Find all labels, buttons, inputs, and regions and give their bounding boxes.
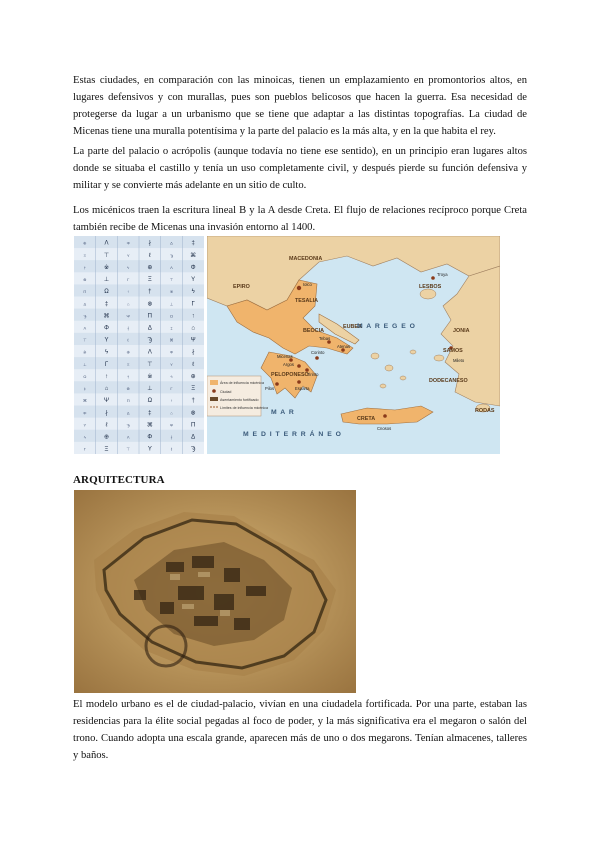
table-glyph: † <box>127 373 130 379</box>
table-glyph: ⊥ <box>103 277 110 284</box>
map-label: Mileto <box>453 358 465 363</box>
table-glyph: ※ <box>169 289 174 295</box>
table-glyph: ⊗ <box>147 301 153 308</box>
table-glyph: ⊕ <box>83 240 87 246</box>
table-glyph: ϟ <box>83 434 86 440</box>
table-glyph: ※ <box>147 373 153 380</box>
table-glyph: ⌘ <box>103 313 110 320</box>
table-glyph: ⊤ <box>147 361 153 368</box>
table-glyph: Ω <box>170 313 173 319</box>
writing-paragraph: Los micénicos traen la escritura lineal B y la A desde Creta. El flujo de relaciones recíproco porque Creta también recibe de Micenas una invasión entorno al 1400. <box>73 205 527 233</box>
table-glyph: † <box>83 264 86 270</box>
table-glyph: ⊗ <box>126 386 130 392</box>
table-glyph: † <box>148 289 152 296</box>
table-glyph: Γ <box>83 446 86 452</box>
table-glyph: Ψ <box>103 398 110 405</box>
map-label: Troya <box>437 272 448 277</box>
table-glyph: Ξ <box>104 446 109 453</box>
map-label: TESALIA <box>295 298 319 304</box>
table-glyph: ϟ <box>104 349 109 356</box>
map-label: LESBOS <box>419 284 442 290</box>
table-glyph: ⊥ <box>169 301 174 307</box>
table-glyph: ϟ <box>127 264 130 270</box>
table-glyph: Δ <box>83 301 87 307</box>
table-glyph: Υ <box>104 337 109 344</box>
map-label: Atenas <box>337 344 351 349</box>
table-glyph: ⊤ <box>83 337 87 343</box>
table-glyph: Ψ <box>190 337 196 344</box>
map-label: BEOCIA <box>303 328 324 334</box>
table-glyph: Λ <box>147 349 152 356</box>
table-glyph: Φ <box>104 325 109 332</box>
table-glyph: Π <box>190 422 196 429</box>
map-label: EUBEA <box>343 324 362 330</box>
table-glyph: ⊕ <box>126 349 130 355</box>
table-glyph: Λ <box>83 325 87 331</box>
table-glyph: ∤ <box>127 325 130 331</box>
table-glyph: Π <box>147 313 153 320</box>
table-glyph: Δ <box>191 434 196 441</box>
table-glyph: Ϡ <box>126 422 130 428</box>
map-label: M A R <box>271 409 295 416</box>
table-glyph: Ω <box>147 398 153 405</box>
table-glyph: Φ <box>147 434 153 441</box>
table-glyph: Ψ <box>169 422 174 428</box>
legend-item: Ciudad <box>220 390 232 394</box>
table-glyph: ℓ <box>192 361 195 368</box>
table-glyph: ℓ <box>127 337 129 343</box>
table-glyph: Ξ <box>126 361 130 367</box>
table-glyph: ⌘ <box>146 422 153 429</box>
table-glyph: ∤ <box>148 240 152 247</box>
table-glyph: ∤ <box>170 434 173 440</box>
map-label: Esparta <box>295 386 310 391</box>
table-glyph: Υ <box>126 252 130 258</box>
map-label: Argos <box>283 362 294 367</box>
table-glyph: ⌂ <box>170 410 173 416</box>
map-label: Tebas <box>319 336 331 341</box>
map-label: Pilos <box>265 386 275 391</box>
map-label: M E D I T E R R Á N E O <box>243 431 342 438</box>
section-heading: ARQUITECTURA <box>73 474 165 486</box>
table-glyph: ℓ <box>170 446 173 452</box>
mycenae-aerial-photo <box>74 490 356 693</box>
map-label: DODECANESO <box>429 378 468 384</box>
linear-b-table-image <box>74 236 204 454</box>
table-glyph: ⌂ <box>104 386 109 393</box>
table-glyph: ⊥ <box>147 386 153 393</box>
table-glyph: Υ <box>147 446 152 453</box>
table-glyph: ‡ <box>170 325 173 331</box>
table-glyph: Ϡ <box>147 337 153 344</box>
table-glyph: ‡ <box>83 386 86 392</box>
table-glyph: † <box>191 398 195 405</box>
map-label: PELOPONESO <box>271 372 309 378</box>
map-label: Cnosos <box>377 426 392 431</box>
table-glyph: ⊤ <box>169 277 174 283</box>
table-glyph: ↑ <box>105 373 108 380</box>
table-glyph: Γ <box>127 277 130 283</box>
table-glyph: ϟ <box>170 373 173 379</box>
table-glyph: ↑ <box>170 398 173 404</box>
table-glyph: Υ <box>191 277 196 284</box>
map-label: MACEDONIA <box>289 256 323 262</box>
table-glyph: Ϡ <box>169 252 174 258</box>
table-glyph: ⊕ <box>147 264 153 271</box>
table-glyph: Ξ <box>83 252 87 258</box>
aegean-map-image <box>207 236 500 454</box>
map-label: JONIA <box>453 328 470 334</box>
table-glyph: ‡ <box>104 301 109 308</box>
map-label: Tirinto <box>307 372 319 377</box>
table-glyph: ↑ <box>127 289 130 295</box>
table-glyph: Π <box>126 398 130 404</box>
table-glyph: Π <box>83 289 87 295</box>
table-glyph: ‡ <box>148 410 152 417</box>
table-glyph: Υ <box>83 422 87 428</box>
table-glyph: Ξ <box>191 386 196 393</box>
table-glyph: ※ <box>83 349 87 355</box>
table-glyph: ※ <box>103 264 110 271</box>
table-glyph: ⊤ <box>103 252 110 259</box>
table-glyph: Δ <box>170 240 173 246</box>
map-label: CRETA <box>357 416 376 422</box>
table-glyph: Ψ <box>126 313 130 319</box>
table-glyph: ‡ <box>191 240 195 247</box>
table-glyph: ⊕ <box>190 373 196 380</box>
table-glyph: Φ <box>169 349 174 355</box>
table-glyph: Γ <box>170 386 173 392</box>
table-glyph: Ξ <box>147 277 152 284</box>
table-glyph: ⊥ <box>83 361 87 367</box>
table-glyph: ∤ <box>191 349 195 356</box>
map-label: M A R E G E O <box>357 323 416 330</box>
table-glyph: Λ <box>104 240 109 247</box>
map-label: Corinto <box>311 350 325 355</box>
table-glyph: Λ <box>170 264 173 270</box>
table-glyph: ⌂ <box>126 301 130 307</box>
legend-item: Área de influencia micénica <box>220 381 264 385</box>
legend-item: Asentamiento fortificado <box>220 398 259 402</box>
map-label: Iolco <box>303 282 312 287</box>
intro-paragraph: Estas ciudades, en comparación con las minoicas, tienen un emplazamiento en promontorios altos, en lugares defensivos y con murallas, pues son pueblos belicosos que hacen la guerra. Esa necesidad de protegerse da lugar a un urbanismo que se tiene que adaptar a las distintas topografías. La ciudad de Micenas tiene una muralla potentísima y la parte del palacio es la más alta, y en la que habita el rey. <box>73 75 527 137</box>
table-glyph: Δ <box>126 410 130 416</box>
table-glyph: Ϡ <box>83 313 87 319</box>
table-glyph: ⌘ <box>190 252 197 259</box>
legend-item: Límites de influencia micénica <box>220 406 268 410</box>
map-label: EPIRO <box>233 284 250 290</box>
map-label: SAMOS <box>443 348 463 354</box>
table-glyph: Φ <box>190 264 196 271</box>
table-glyph: Δ <box>147 325 152 332</box>
table-glyph: ⌂ <box>191 325 195 332</box>
table-glyph: ∤ <box>105 410 108 417</box>
table-glyph: ⊤ <box>126 446 130 452</box>
table-glyph: Ω <box>104 289 109 296</box>
urban-model-paragraph: El modelo urbano es el de ciudad-palacio, vivían en una ciudadela fortificada. Por una parte, estaban las residencias para la élite social pegadas al foco de poder, y la más significativa era el megaron o salón del trono. Cuando adopta una escala grande, aparecen más de uno o dos megarons. Tenían almacenes, talleres y baños. <box>73 699 527 761</box>
table-glyph: ϟ <box>191 289 195 296</box>
table-glyph: Ω <box>83 373 87 379</box>
table-glyph: Φ <box>126 240 130 246</box>
table-glyph: Φ <box>83 410 87 416</box>
table-glyph: Υ <box>170 361 173 367</box>
table-glyph: ℓ <box>148 252 151 259</box>
table-glyph: Λ <box>126 434 130 440</box>
table-glyph: Γ <box>191 301 195 308</box>
table-glyph: ⊗ <box>83 277 87 283</box>
table-glyph: ↑ <box>191 313 195 320</box>
table-glyph: Ϡ <box>190 446 196 453</box>
table-glyph: ℓ <box>105 422 108 429</box>
acropolis-paragraph: La parte del palacio o acrópolis (aunque todavía no tiene ese sentido), en un principio eran lugares altos donde se situaba el castillo y tenía un uso completamente civil, y después pierde su función defensiva y militar y se convierte más adelante en un sitio de culto. <box>73 146 527 191</box>
map-label: RODAS <box>475 408 495 414</box>
table-glyph: ⌘ <box>82 398 87 404</box>
map-label: Micenas <box>277 354 293 359</box>
table-glyph: ⊕ <box>103 434 110 441</box>
table-glyph: ⊗ <box>190 410 196 417</box>
table-glyph: ⌘ <box>169 337 174 343</box>
table-glyph: Γ <box>104 361 109 368</box>
